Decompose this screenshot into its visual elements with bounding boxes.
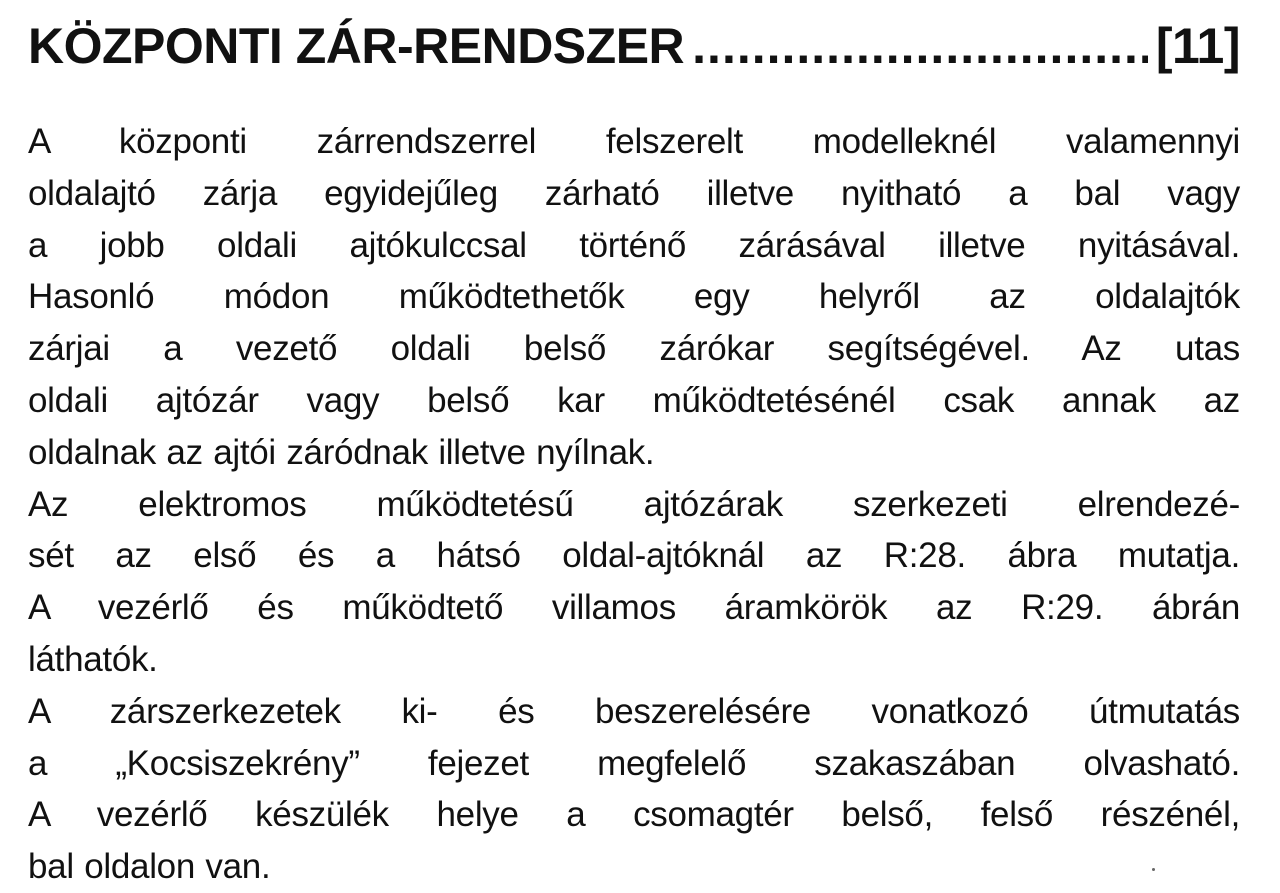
paragraph-electric-lock-layout	[28, 479, 1240, 686]
text-line: A vezérlő és működtető villamos áramkörök az R:29. ábrán	[28, 588, 1240, 628]
text-line: Az elektromos működtetésű ajtózárak szerkezeti elrendezé-	[28, 484, 1240, 524]
paragraph-installation-notes	[28, 686, 1240, 893]
text-line: A vezérlő készülék helye a csomagtér belső, felső részénél,	[28, 795, 1240, 835]
text-line: láthatók.	[28, 639, 158, 679]
text-line: bal oldalon van.	[28, 847, 271, 887]
text-line: A központi zárrendszerrel felszerelt modelleknél valamennyi	[28, 122, 1240, 161]
document-page	[28, 14, 1240, 887]
leader-dots	[692, 14, 1148, 78]
text-line: oldalajtó zárja egyidejűleg zárható illetve nyitható a bal vagy	[28, 173, 1240, 213]
text-line: oldali ajtózár vagy belső kar működtetésénél csak annak az	[28, 380, 1240, 420]
text-line: Hasonló módon működtethetők egy helyről az oldalajtók	[28, 277, 1240, 317]
text-line: a jobb oldali ajtókulccsal történő zárásával illetve nyitásával.	[28, 225, 1240, 265]
section-title: KÖZPONTI ZÁR-RENDSZER	[28, 18, 685, 74]
text-line: zárjai a vezető oldali belső zárókar segítségével. Az utas	[28, 329, 1240, 369]
section-reference-number: [11]	[1155, 18, 1240, 74]
text-line: sét az első és a hátsó oldal-ajtóknál az R:28. ábra mutatja.	[28, 536, 1240, 576]
scan-speck	[1152, 868, 1155, 871]
paragraph-central-locking-operation	[28, 116, 1240, 479]
text-line: oldalnak az ajtói záródnak illetve nyílnak.	[28, 432, 655, 472]
section-heading	[28, 14, 1240, 78]
text-line: a „Kocsiszekrény” fejezet megfelelő szakaszában olvasható.	[28, 743, 1240, 783]
body-text	[28, 116, 1240, 893]
text-line: A zárszerkezetek ki- és beszerelésére vonatkozó útmutatás	[28, 691, 1240, 731]
